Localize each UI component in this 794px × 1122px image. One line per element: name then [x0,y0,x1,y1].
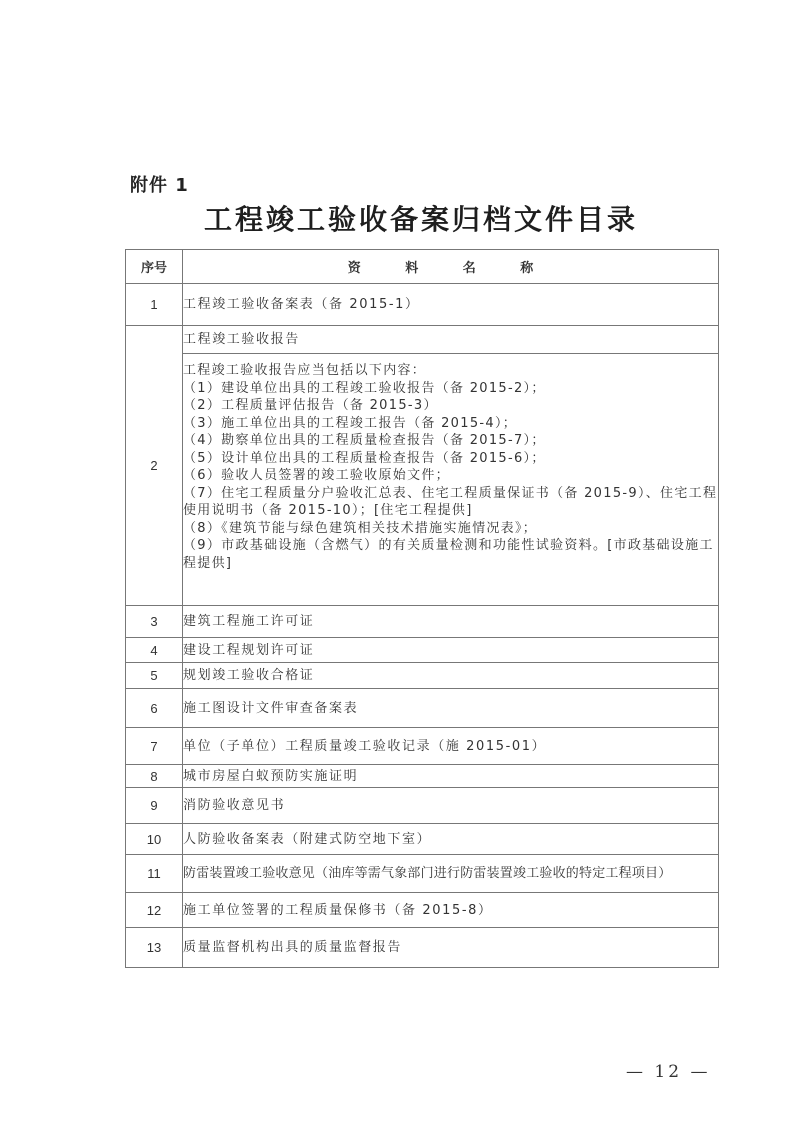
row-number: 6 [126,689,183,728]
row-document-name: 工程竣工验收报告 [183,326,719,354]
row-document-name: 施工单位签署的工程质量保修书（备 2015-8） [183,893,719,928]
row-document-name: 规划竣工验收合格证 [183,663,719,689]
row-number: 5 [126,663,183,689]
row-document-name: 建筑工程施工许可证 [183,606,719,638]
row-document-name: 建设工程规划许可证 [183,638,719,663]
table-row [126,824,719,855]
table-row [126,728,719,765]
report-item: （3）施工单位出具的工程竣工报告（备 2015-4）； [183,415,518,431]
header-serial-number: 序号 [126,250,183,284]
page-number: — 12 — [626,1062,711,1082]
report-contents [183,354,719,606]
row-number: 2 [126,326,183,606]
table-row [126,638,719,663]
row-number: 8 [126,765,183,788]
table-row-detail [126,354,719,606]
table-row [126,893,719,928]
row-document-name: 工程竣工验收备案表（备 2015-1） [183,284,719,326]
row-document-name: 施工图设计文件审查备案表 [183,689,719,728]
row-document-name: 消防验收意见书 [183,788,719,824]
row-number: 4 [126,638,183,663]
report-item: （8）《建筑节能与绿色建筑相关技术措施实施情况表》； [183,520,538,536]
document-title: 工程竣工验收备案归档文件目录 [203,203,638,236]
table-row [126,326,719,354]
table-row [126,788,719,824]
attachment-label: 附件 1 [130,175,189,196]
table-row [126,663,719,689]
table-row [126,855,719,893]
report-item: （5）设计单位出具的工程质量检查报告（备 2015-6）； [183,450,546,466]
catalog-table [125,249,719,968]
row-number: 9 [126,788,183,824]
report-item: （9）市政基础设施（含燃气）的有关质量检测和功能性试验资料。[市政基础设施工程提供] [183,538,714,571]
report-item: （6）验收人员签署的竣工验收原始文件； [183,468,450,483]
row-document-name: 防雷装置竣工验收意见（油库等需气象部门进行防雷装置竣工验收的特定工程项目） [183,855,719,893]
row-number: 12 [126,893,183,928]
report-contents-intro: 工程竣工验收报告应当包括以下内容： [183,363,427,378]
row-number: 7 [126,728,183,765]
row-number: 10 [126,824,183,855]
report-item: （1）建设单位出具的工程竣工验收报告（备 2015-2）； [183,380,546,396]
row-document-name: 城市房屋白蚁预防实施证明 [183,765,719,788]
table-row [126,928,719,968]
row-document-name: 质量监督机构出具的质量监督报告 [183,928,719,968]
table-row [126,606,719,638]
row-document-name: 人防验收备案表（附建式防空地下室） [183,824,719,855]
table-row [126,284,719,326]
row-number: 1 [126,284,183,326]
table-header-row [126,250,719,284]
report-item: （7）住宅工程质量分户验收汇总表、住宅工程质量保证书（备 2015-9）、住宅工程使用说明书（备 2015-10）；[住宅工程提供] [183,485,718,518]
row-number: 3 [126,606,183,638]
table-row [126,765,719,788]
row-number: 11 [126,855,183,893]
header-document-name: 资 料 名 称 [183,250,719,284]
row-document-name: 单位（子单位）工程质量竣工验收记录（施 2015-01） [183,728,719,765]
report-item: （2）工程质量评估报告（备 2015-3） [183,398,438,413]
report-item: （4）勘察单位出具的工程质量检查报告（备 2015-7）； [183,433,546,448]
table-row [126,689,719,728]
row-number: 13 [126,928,183,968]
